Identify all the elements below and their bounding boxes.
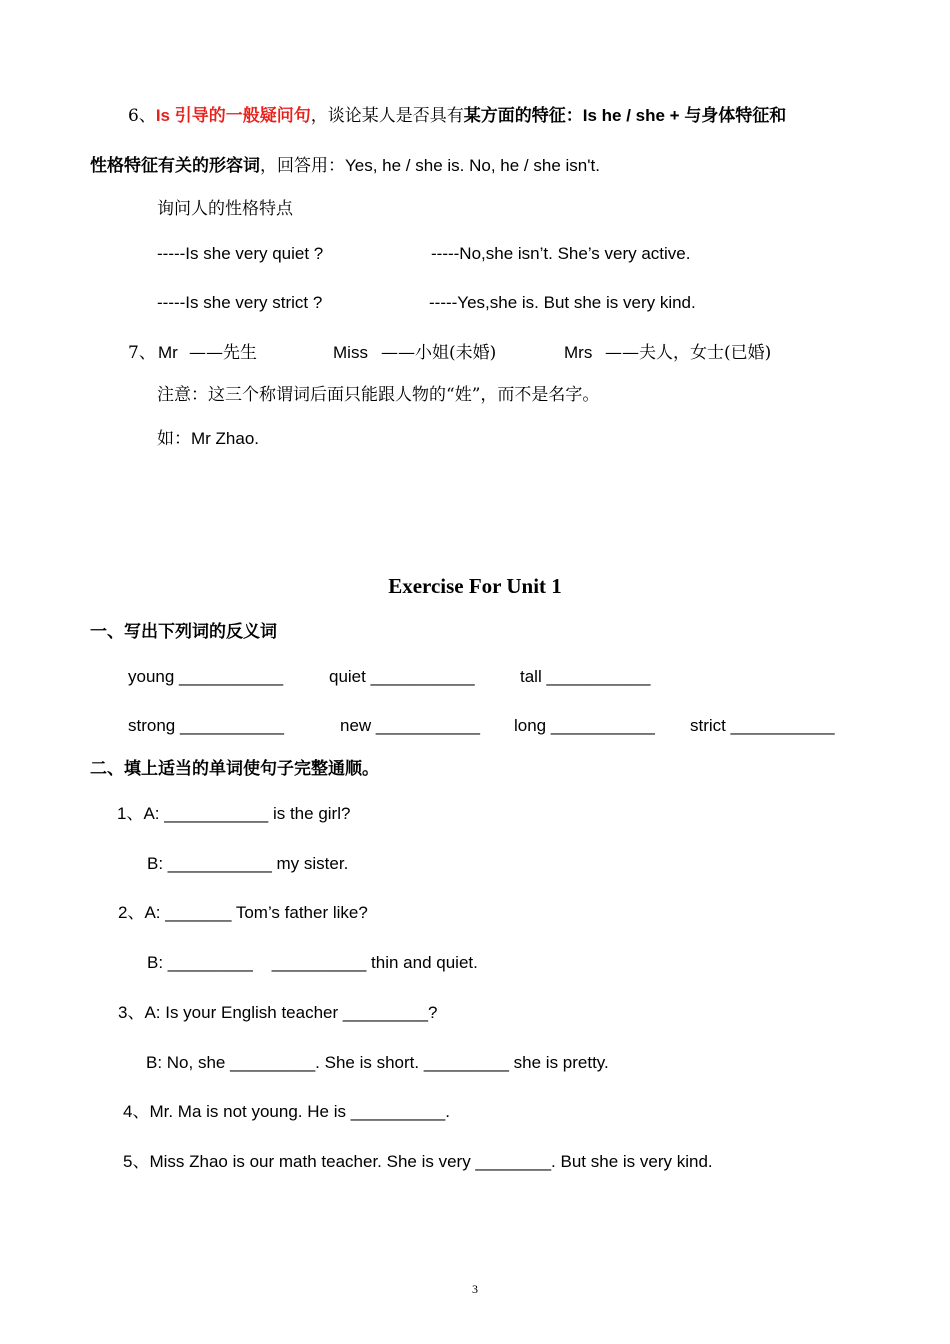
note-6-subhead: 询问人的性格特点 <box>157 199 293 219</box>
fill-question-3b: B: No, she _________. She is short. _________ she is pretty. <box>146 1053 609 1072</box>
note-7-example-label: 如： <box>157 429 191 449</box>
note-6-bold-c: 与身体特征和 <box>684 106 787 126</box>
note-6-answer-1: -----No,she isn’t. She’s very active. <box>431 244 691 263</box>
note-7-example-text: Mr Zhao. <box>191 429 260 448</box>
note-6-number: 6、 <box>128 106 156 126</box>
exercise-title: Exercise For Unit 1 <box>388 574 562 598</box>
fill-question-1b: B: ___________ my sister. <box>147 854 349 873</box>
title-mr-meaning: ——先生 <box>189 343 257 363</box>
note-6-line-1 <box>128 104 786 128</box>
note-6-bold-a: 某方面的特征： <box>463 106 583 126</box>
title-mr: Mr <box>158 343 178 362</box>
note-6-question-1: -----Is she very quiet ? <box>157 244 324 263</box>
note-6-line-2-bold: 性格特征有关的形容词 <box>90 156 260 176</box>
note-6-answer-pattern: Yes, he / she is. No, he / she isn't. <box>345 156 600 175</box>
note-6-text: ，谈论某人是否具有 <box>310 106 464 126</box>
section-1-heading: 一、写出下列词的反义词 <box>90 622 277 642</box>
antonym-item: strong ___________ <box>128 716 284 735</box>
title-mrs-meaning: ——夫人，女士(已婚) <box>605 343 772 363</box>
note-6-question-2: -----Is she very strict ? <box>157 293 323 312</box>
note-6-line-2-text: ，回答用： <box>260 156 345 176</box>
antonym-item: young ___________ <box>128 667 284 686</box>
title-miss-meaning: ——小姐(未婚) <box>381 343 497 363</box>
fill-question-2b: B: _________ __________ thin and quiet. <box>147 953 478 972</box>
fill-question-1a: 1、A: ___________ is the girl? <box>117 804 351 823</box>
fill-question-5: 5、Miss Zhao is our math teacher. She is very ________. But she is very kind. <box>123 1152 713 1171</box>
antonym-item: quiet ___________ <box>329 667 475 686</box>
section-2-heading: 二、填上适当的单词使句子完整通顺。 <box>90 759 379 779</box>
page-number: 3 <box>472 1282 478 1296</box>
antonym-item: tall ___________ <box>520 667 651 686</box>
note-6-bold-b: Is he / she + <box>582 106 685 125</box>
title-mrs: Mrs <box>564 343 593 362</box>
title-miss: Miss <box>333 343 368 362</box>
antonym-item: strict ___________ <box>690 716 835 735</box>
fill-question-3a: 3、A: Is your English teacher _________? <box>118 1003 438 1022</box>
note-7-example <box>157 427 259 451</box>
note-6-answer-2: -----Yes,she is. But she is very kind. <box>429 293 696 312</box>
antonym-item: long ___________ <box>514 716 655 735</box>
note-6-line-2 <box>90 154 600 178</box>
fill-question-2a: 2、A: _______ Tom’s father like? <box>118 903 368 922</box>
antonym-item: new ___________ <box>340 716 480 735</box>
fill-question-4: 4、Mr. Ma is not young. He is __________. <box>123 1102 450 1121</box>
note-7-number: 7、 <box>128 343 156 363</box>
note-7-caution: 注意：这三个称谓词后面只能跟人物的“姓”，而不是名字。 <box>157 385 600 405</box>
note-6-red-heading: Is 引导的一般疑问句 <box>155 106 311 125</box>
